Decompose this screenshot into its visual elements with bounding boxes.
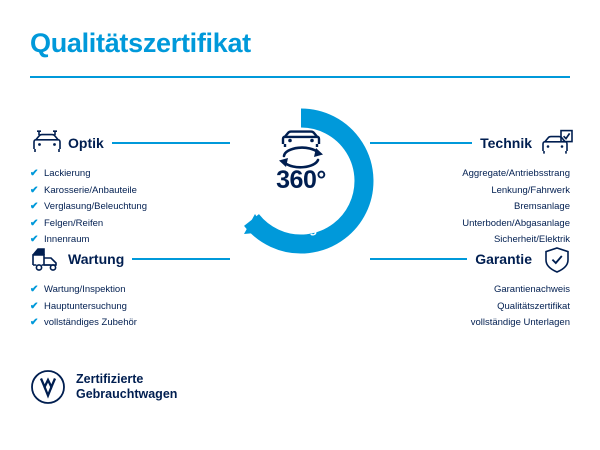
list-item: Garantienachweis xyxy=(493,284,570,295)
section-wartung-divider xyxy=(132,258,230,260)
list-item xyxy=(30,315,230,332)
list-item: Bremsanlage xyxy=(514,201,570,212)
section-garantie-header xyxy=(370,242,570,276)
list-item xyxy=(30,183,230,200)
car-check-icon xyxy=(540,129,570,157)
section-optik-title: Optik xyxy=(68,135,104,151)
footer-brand xyxy=(30,369,177,405)
badge-ring-label: Gebrauchtwagen-Check xyxy=(245,184,357,238)
list-item xyxy=(30,216,230,233)
section-optik xyxy=(30,126,230,249)
check-icon: ✔ xyxy=(30,300,39,312)
list-item-label: Felgen/Reifen xyxy=(44,217,104,229)
page-title: Qualitätszertifikat xyxy=(30,28,251,58)
check-icon: ✔ xyxy=(30,168,39,179)
list-item: Sicherheit/Elektrik xyxy=(493,234,570,245)
footer-text xyxy=(76,372,177,402)
badge-center-label: 360° xyxy=(276,166,326,194)
check-icon: ✔ xyxy=(30,317,39,328)
list-item-label: Innenraum xyxy=(44,234,90,245)
section-technik-header xyxy=(370,126,570,160)
section-wartung xyxy=(30,242,230,332)
check-icon: ✔ xyxy=(30,284,39,295)
section-wartung-list xyxy=(30,282,230,332)
list-item xyxy=(30,166,230,183)
service-truck-icon xyxy=(30,245,60,273)
list-item xyxy=(30,282,230,299)
car-front-icon xyxy=(30,129,60,157)
section-wartung-title: Wartung xyxy=(68,251,125,267)
list-item xyxy=(30,199,230,216)
list-item: Lenkung/Fahrwerk xyxy=(491,184,570,196)
section-wartung-header xyxy=(30,242,230,276)
list-item-label: Verglasung/Beleuchtung xyxy=(44,201,147,212)
section-optik-header xyxy=(30,126,230,160)
list-item xyxy=(30,299,230,316)
list-item-label: Hauptuntersuchung xyxy=(44,300,127,312)
list-item-label: Karosserie/Anbauteile xyxy=(44,184,137,196)
section-optik-list xyxy=(30,166,230,249)
section-garantie-title: Garantie xyxy=(475,251,532,267)
section-garantie xyxy=(370,242,570,332)
list-item: Qualitätszertifikat xyxy=(497,300,570,312)
list-item-label: vollständiges Zubehör xyxy=(44,317,137,328)
section-technik-list xyxy=(370,166,570,249)
shield-check-icon xyxy=(540,245,570,273)
section-technik xyxy=(370,126,570,249)
section-garantie-list xyxy=(370,282,570,332)
list-item-label: Wartung/Inspektion xyxy=(44,284,126,295)
check-icon: ✔ xyxy=(30,184,39,196)
check-icon: ✔ xyxy=(30,234,39,245)
section-optik-divider xyxy=(112,142,230,144)
list-item-label: Lackierung xyxy=(44,168,91,179)
vw-logo-icon xyxy=(30,369,66,405)
check-icon: ✔ xyxy=(30,201,39,212)
title-divider xyxy=(30,76,570,78)
list-item: Aggregate/Antriebsstrang xyxy=(462,168,570,179)
footer-line-1: Zertifizierte xyxy=(76,372,144,386)
list-item: Unterboden/Abgasanlage xyxy=(462,217,570,229)
section-technik-divider xyxy=(370,142,472,144)
section-garantie-divider xyxy=(370,258,467,260)
list-item: vollständige Unterlagen xyxy=(470,317,570,328)
footer-line-2: Gebrauchtwagen xyxy=(76,387,178,401)
check-badge xyxy=(228,108,374,254)
section-technik-title: Technik xyxy=(480,135,532,151)
check-icon: ✔ xyxy=(30,217,39,229)
